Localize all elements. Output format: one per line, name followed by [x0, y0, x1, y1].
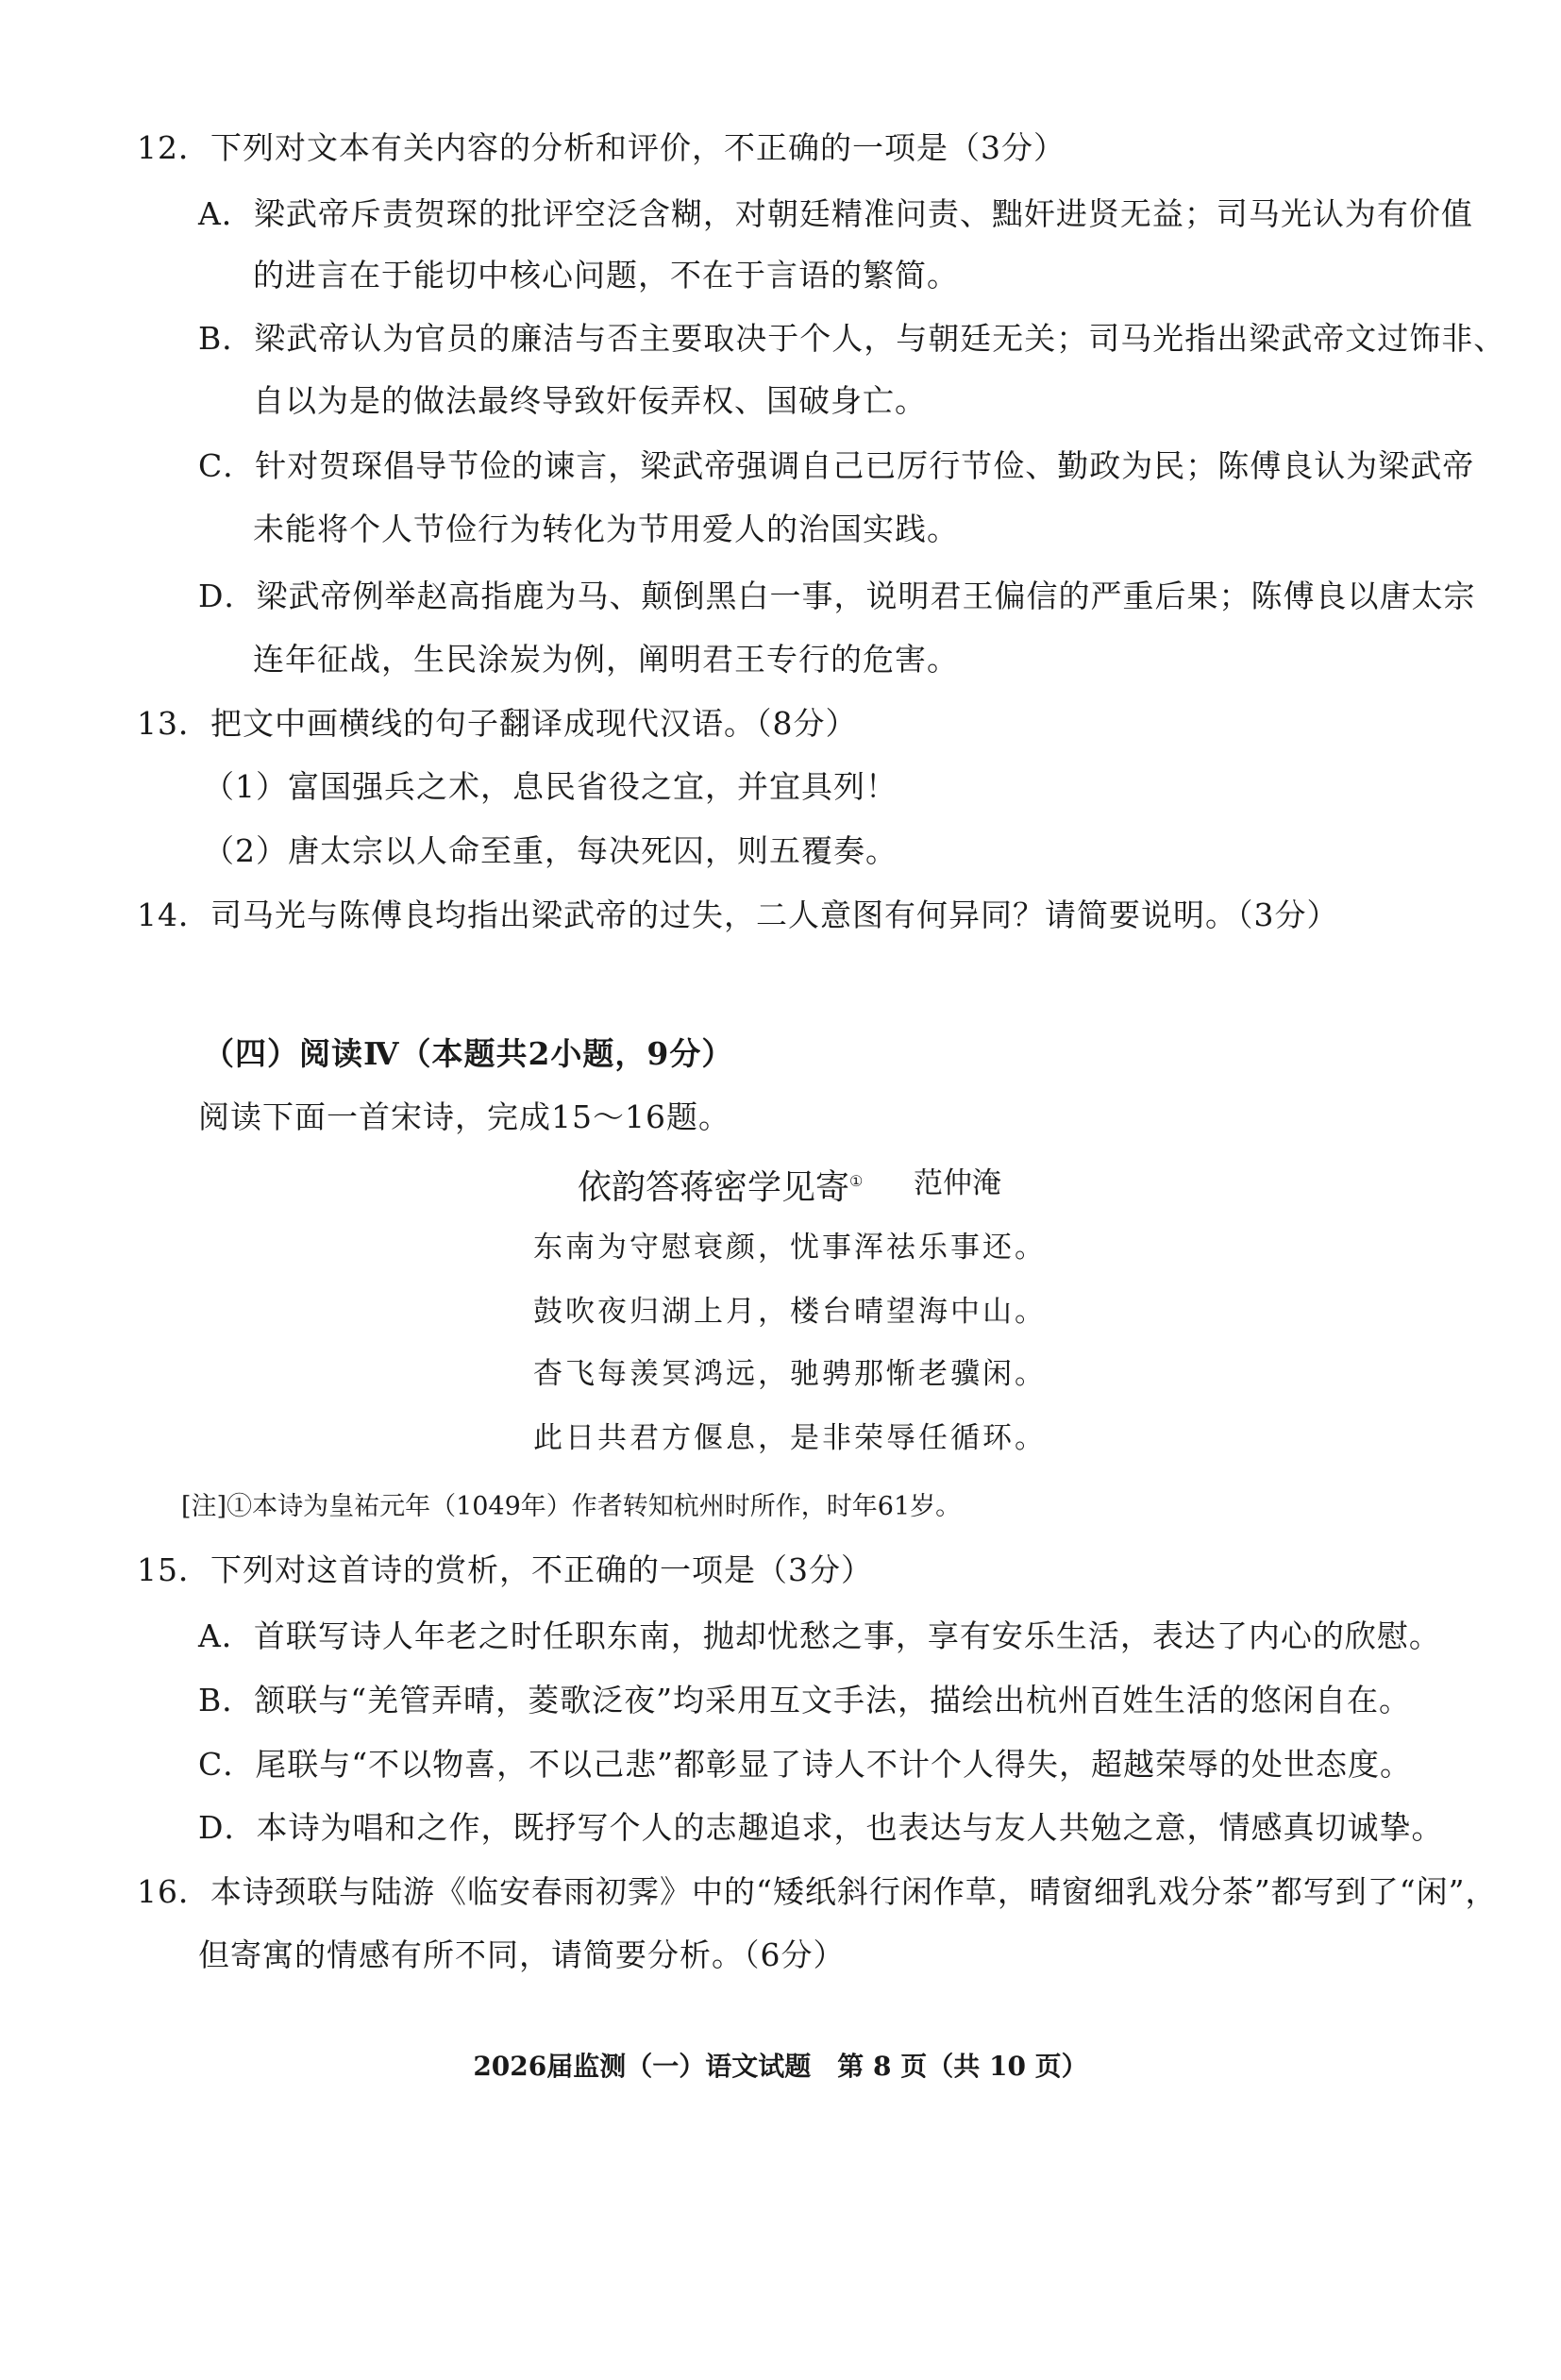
poem-line-1: 东南为守慰衰颜，忧事浑祛乐事还。: [533, 1231, 1047, 1265]
q12-option-a-line2: 的进言在于能切中核心问题，不在于言语的繁简。: [253, 257, 959, 293]
q12-stem: 12．下列对文本有关内容的分析和评价，不正确的一项是（3分）: [137, 129, 1066, 166]
page-footer: 2026届监测（一）语文试题 第 8 页（共 10 页）: [473, 2051, 1088, 2082]
q15-option-c: C．尾联与“不以物喜，不以己悲”都彰显了诗人不计个人得失，超越荣辱的处世态度。: [198, 1746, 1412, 1783]
q15-option-a: A．首联写诗人年老之时任职东南，抛却忧愁之事，享有安乐生活，表达了内心的欣慰。: [198, 1617, 1441, 1654]
section-4-intro: 阅读下面一首宋诗，完成15～16题。: [198, 1098, 730, 1135]
q12-option-d-line1: D．梁武帝例举赵高指鹿为马、颠倒黑白一事，说明君王偏信的严重后果；陈傅良以唐太宗: [198, 578, 1476, 614]
poem-line-3: 杳飞每羡冥鸿远，驰骋那惭老骥闲。: [533, 1357, 1047, 1391]
poem-title: [578, 1159, 863, 1211]
poem-title-text: 依韵答蒋密学见寄: [578, 1168, 850, 1207]
q12-option-c-line1: C．针对贺琛倡导节俭的谏言，梁武帝强调自己已厉行节俭、勤政为民；陈傅良认为梁武帝: [198, 447, 1475, 484]
q15-stem: 15．下列对这首诗的赏析，不正确的一项是（3分）: [137, 1551, 873, 1588]
poem-footnote: [注]①本诗为皇祐元年（1049年）作者转知杭州时所作，时年61岁。: [181, 1492, 962, 1521]
poem-line-2: 鼓吹夜归湖上月，楼台晴望海中山。: [533, 1295, 1047, 1329]
q12-option-d-line2: 连年征战，生民涂炭为例，阐明君王专行的危害。: [253, 641, 959, 678]
q15-option-b: B．颔联与“羌管弄晴，菱歌泛夜”均采用互文手法，描绘出杭州百姓生活的悠闲自在。: [198, 1682, 1411, 1718]
q13-sentence-1: （1）富国强兵之术，息民省役之宜，并宜具列！: [203, 768, 898, 805]
q12-option-a-line1: A．梁武帝斥责贺琛的批评空泛含糊，对朝廷精准问责、黜奸进贤无益；司马光认为有价值: [198, 195, 1473, 232]
q12-option-b-line1: B．梁武帝认为官员的廉洁与否主要取决于个人，与朝廷无关；司马光指出梁武帝文过饰非、: [198, 320, 1506, 357]
poem-line-4: 此日共君方偃息，是非荣辱任循环。: [533, 1421, 1047, 1455]
section-4-heading: （四）阅读Ⅳ（本题共2小题，9分）: [203, 1035, 734, 1072]
q12-option-b-line2: 自以为是的做法最终导致奸佞弄权、国破身亡。: [253, 382, 927, 419]
q13-stem: 13．把文中画横线的句子翻译成现代汉语。（8分）: [137, 705, 858, 742]
poem-author: 范仲淹: [914, 1166, 1001, 1200]
q15-option-d: D．本诗为唱和之作，既抒写个人的志趣追求，也表达与友人共勉之意，情感真切诚挚。: [198, 1809, 1444, 1846]
q16-stem-line1: 16．本诗颈联与陆游《临安春雨初霁》中的“矮纸斜行闲作草，晴窗细乳戏分茶”都写到了“闲”，: [137, 1873, 1498, 1910]
q16-stem-line2: 但寄寓的情感有所不同，请简要分析。（6分）: [198, 1936, 846, 1973]
q14-stem: 14．司马光与陈傅良均指出梁武帝的过失，二人意图有何异同？请简要说明。（3分）: [137, 897, 1339, 933]
poem-title-footnote-mark: ①: [849, 1172, 864, 1190]
q12-option-c-line2: 未能将个人节俭行为转化为节用爱人的治国实践。: [253, 511, 959, 547]
q13-sentence-2: （2）唐太宗以人命至重，每决死囚，则五覆奏。: [203, 832, 898, 869]
